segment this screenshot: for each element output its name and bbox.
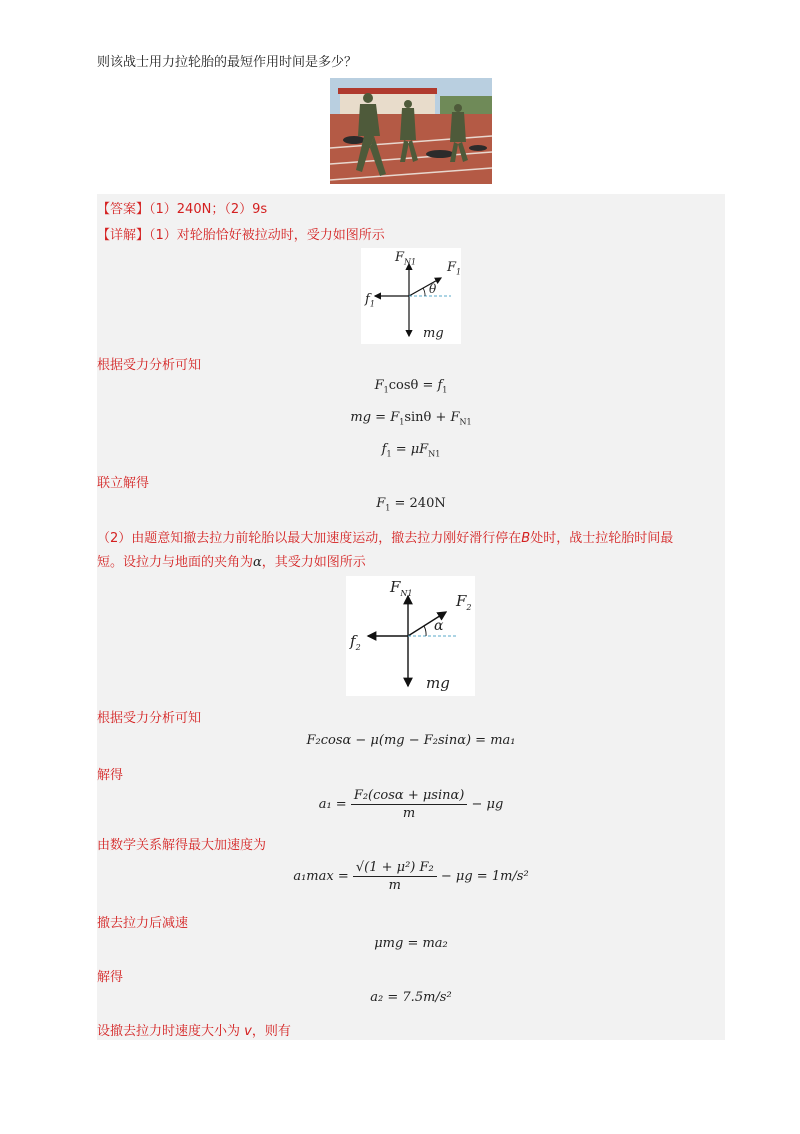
eq2-c: sinθ +: [404, 410, 451, 425]
fn2-sub: N1: [400, 589, 413, 598]
equation-7: [97, 860, 725, 893]
f2-letter: F: [456, 592, 467, 610]
f1-letter: F: [447, 260, 457, 275]
part2-alpha: α: [253, 555, 262, 570]
step8-v: v: [244, 1024, 252, 1039]
eq6-num: F₂(cosα + μsinα): [351, 788, 468, 805]
part2-text1: （2）由题意知撤去拉力前轮胎以最大加速度运动，撤去拉力刚好滑行停在: [97, 531, 522, 546]
alpha-label: α: [434, 618, 444, 634]
part2-line1: [97, 527, 725, 546]
fn2-letter: F: [390, 578, 401, 596]
eq6-rhs: − μg: [467, 797, 504, 812]
detail-text: （1）对轮胎恰好被拉动时，受力如图所示: [149, 228, 385, 243]
fn-letter: F: [395, 250, 405, 265]
fr-sub: 1: [369, 299, 375, 309]
eq3-a1: 1: [386, 449, 392, 459]
step8-line: [97, 1020, 291, 1039]
equation-5: F₂cosα − μ(mg − F₂sinα) = ma₁: [306, 733, 516, 748]
step4-text: 解得: [97, 768, 124, 783]
eq3-b1: N1: [428, 449, 441, 459]
eq1-c1: 1: [442, 385, 448, 395]
fr2-letter: f: [350, 632, 356, 650]
eq7-lhs: a₁max =: [293, 869, 353, 884]
eq7-rhs: − μg = 1m/s²: [436, 869, 529, 884]
step7-text: 解得: [97, 970, 124, 985]
eq6-den: m: [402, 806, 416, 821]
step1-text: 根据受力分析可知: [97, 358, 202, 373]
step2-text: 联立解得: [97, 476, 150, 491]
fn2-label: [390, 578, 413, 598]
answer-text: （1）240N；（2）9s: [149, 202, 268, 217]
theta-label: θ: [429, 282, 437, 296]
equation-6: [97, 788, 725, 821]
step5-text: 由数学关系解得最大加速度为: [97, 838, 267, 853]
eq4-a1: 1: [385, 503, 391, 513]
f1-sub: 1: [456, 267, 462, 277]
equation-4: [97, 496, 725, 513]
eq6-lhs: a₁ =: [318, 797, 351, 812]
f2-label: [456, 592, 472, 612]
fn-sub: N1: [404, 257, 417, 267]
question-text: 则该战士用力拉轮胎的最短作用时间是多少？: [97, 55, 358, 70]
mg-label: mg: [423, 326, 444, 341]
force-diagram-1: [361, 248, 461, 344]
answer-label: 【答案】: [97, 202, 150, 217]
force-diagram-2: [346, 576, 475, 696]
eq7-num: √(1 + μ²) F₂: [353, 860, 437, 877]
eq3-a: f: [381, 442, 387, 457]
f2-sub: 2: [466, 603, 472, 612]
step6-text: 撤去拉力后减速: [97, 916, 189, 931]
eq3-b: = μF: [391, 442, 429, 457]
fr-letter: f: [365, 292, 370, 307]
friction-label: [365, 292, 375, 309]
eq1-a1: 1: [383, 385, 389, 395]
eq2-a: mg =: [350, 410, 391, 425]
part2-line2: [97, 551, 366, 570]
eq4-a: F: [376, 496, 386, 511]
eq2-b1: 1: [399, 417, 405, 427]
part2-B: B: [521, 531, 531, 546]
fn-label: [395, 250, 416, 267]
equation-2: [97, 410, 725, 427]
soldiers-photo: [330, 78, 492, 184]
equation-1: [97, 378, 725, 395]
part2-text3: 短。设拉力与地面的夹角为: [97, 555, 254, 570]
eq2-b: F: [390, 410, 400, 425]
answer-line: [97, 198, 267, 217]
friction2-label: [350, 632, 361, 652]
eq2-d: F: [450, 410, 460, 425]
fr2-sub: 2: [355, 643, 361, 652]
part2-text2: 处时，战士拉轮胎时间最: [530, 531, 674, 546]
detail-label: 【详解】: [97, 228, 150, 243]
eq4-b: = 240N: [390, 496, 446, 511]
step8-a: 设撤去拉力时速度大小为: [97, 1024, 245, 1039]
equation-3: [97, 442, 725, 459]
eq1-a: F: [374, 378, 384, 393]
mg2-label: mg: [426, 674, 450, 692]
eq2-d1: N1: [459, 417, 472, 427]
eq7-den: m: [388, 878, 401, 893]
f1-label: [447, 260, 461, 277]
eq1-b: cosθ =: [388, 378, 438, 393]
eq1-c: f: [437, 378, 443, 393]
step3-text: 根据受力分析可知: [97, 711, 202, 726]
eq7-fraction: [353, 860, 437, 893]
detail-line: [97, 224, 385, 243]
step8-b: ，则有: [251, 1024, 291, 1039]
eq6-fraction: [351, 788, 468, 821]
equation-9: a₂ = 7.5m/s²: [370, 990, 452, 1005]
equation-8: μmg = ma₂: [374, 936, 448, 951]
part2-text4: ，其受力如图所示: [261, 555, 366, 570]
